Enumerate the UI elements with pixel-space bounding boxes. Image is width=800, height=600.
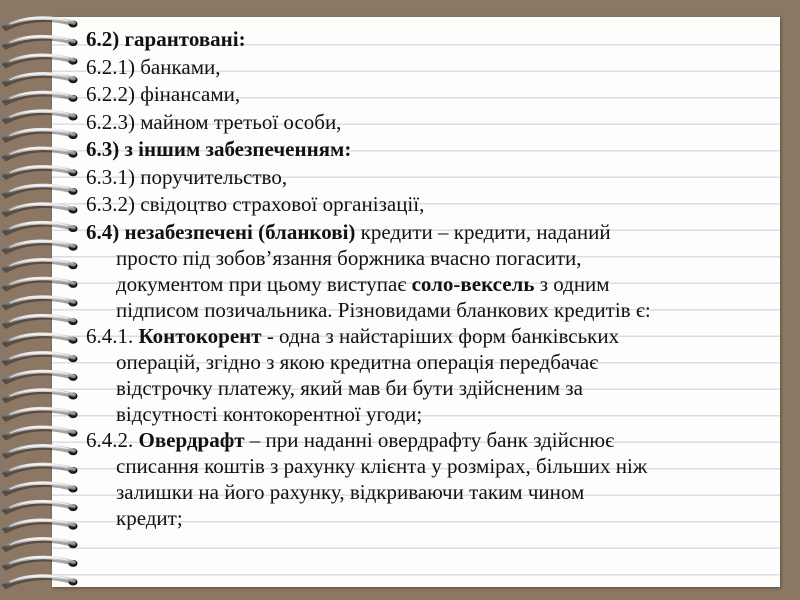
item-6-4 bbox=[86, 219, 776, 323]
item-6-4-1-line-4: відсутності контокорентної угоди; bbox=[116, 401, 423, 426]
spiral-ring bbox=[4, 334, 78, 345]
spiral-ring bbox=[4, 55, 78, 66]
term-kontokorent: Контокорент bbox=[138, 323, 262, 348]
item-6-2-2: 6.2.2) фінансами, bbox=[86, 82, 241, 106]
item-6-4-line-2: просто під зобов’язання боржника вчасно погасити, bbox=[116, 245, 582, 270]
spiral-ring bbox=[4, 148, 78, 159]
item-6-2 bbox=[86, 26, 776, 54]
spiral-ring bbox=[4, 576, 78, 587]
spiral-ring bbox=[4, 278, 78, 289]
spiral-ring bbox=[4, 315, 78, 326]
item-6-4-line-1: 6.4) незабезпечені (бланкові) кредити – кредити, наданий bbox=[86, 219, 611, 244]
spiral-ring bbox=[4, 408, 78, 419]
heading-guaranteed: 6.2) гарантовані: bbox=[86, 27, 246, 51]
item-6-3 bbox=[86, 136, 776, 164]
item-6-4-line-3: документом при цьому виступає соло-вексель з одним bbox=[116, 271, 610, 296]
spiral-ring bbox=[4, 36, 78, 47]
spiral-ring bbox=[4, 167, 78, 178]
item-6-4-1 bbox=[86, 323, 776, 427]
item-6-4-2-line-1: 6.4.2. Овердрафт – при наданні овердрафту банк здійснює bbox=[86, 427, 615, 452]
spiral-binding bbox=[0, 0, 100, 600]
item-6-3-1: 6.3.1) поручительство, bbox=[86, 164, 288, 189]
item-6-4-2-line-3: залишки на його рахунку, відкриваючи таким чином bbox=[116, 479, 585, 504]
term-solo-veksel: соло-вексель bbox=[411, 271, 535, 296]
spiral-ring bbox=[4, 222, 78, 233]
spiral-ring bbox=[4, 111, 78, 122]
spiral-ring bbox=[4, 483, 78, 494]
slide-content bbox=[86, 26, 776, 531]
spiral-ring bbox=[4, 353, 78, 364]
spiral-ring bbox=[4, 539, 78, 550]
spiral-ring bbox=[4, 74, 78, 85]
item-6-2-3: 6.2.3) майном третьої особи, bbox=[86, 109, 342, 134]
spiral-ring bbox=[4, 92, 78, 103]
item-6-3-2: 6.3.2) свідоцтво страхової організації, bbox=[86, 192, 425, 216]
term-unsecured: 6.4) незабезпечені (бланкові) bbox=[86, 219, 356, 244]
item-6-4-2-line-2: списання коштів з рахунку клієнта у розмірах, більших ніж bbox=[116, 453, 648, 478]
spiral-ring bbox=[4, 371, 78, 382]
spiral-ring bbox=[4, 446, 78, 457]
spiral-ring bbox=[4, 204, 78, 215]
spiral-ring bbox=[4, 520, 78, 531]
item-6-4-line-4: підписом позичальника. Різновидами бланкових кредитів є: bbox=[116, 297, 651, 322]
item-6-4-2-line-4: кредит; bbox=[116, 505, 183, 530]
item-6-4-1-line-2: операцій, згідно з якою кредитна операція передбачає bbox=[116, 349, 599, 374]
spiral-ring bbox=[4, 129, 78, 140]
spiral-ring bbox=[4, 18, 78, 29]
item-6-2-1: 6.2.1) банками, bbox=[86, 54, 221, 79]
spiral-ring bbox=[4, 427, 78, 438]
spiral-ring bbox=[4, 260, 78, 271]
spiral-ring bbox=[4, 557, 78, 568]
spiral-ring bbox=[4, 464, 78, 475]
spiral-ring bbox=[4, 185, 78, 196]
term-overdraft: Овердрафт bbox=[138, 427, 245, 452]
item-6-4-2 bbox=[86, 427, 776, 531]
item-6-4-1-line-3: відстрочку платежу, який мав би бути здійсненим за bbox=[116, 375, 583, 400]
spiral-ring bbox=[4, 241, 78, 252]
item-6-4-1-line-1: 6.4.1. Контокорент - одна з найстаріших форм банківських bbox=[86, 323, 620, 348]
heading-other-security: 6.3) з іншим забезпеченням: bbox=[86, 137, 352, 161]
spiral-ring bbox=[4, 297, 78, 308]
spiral-ring bbox=[4, 501, 78, 512]
spiral-ring bbox=[4, 390, 78, 401]
